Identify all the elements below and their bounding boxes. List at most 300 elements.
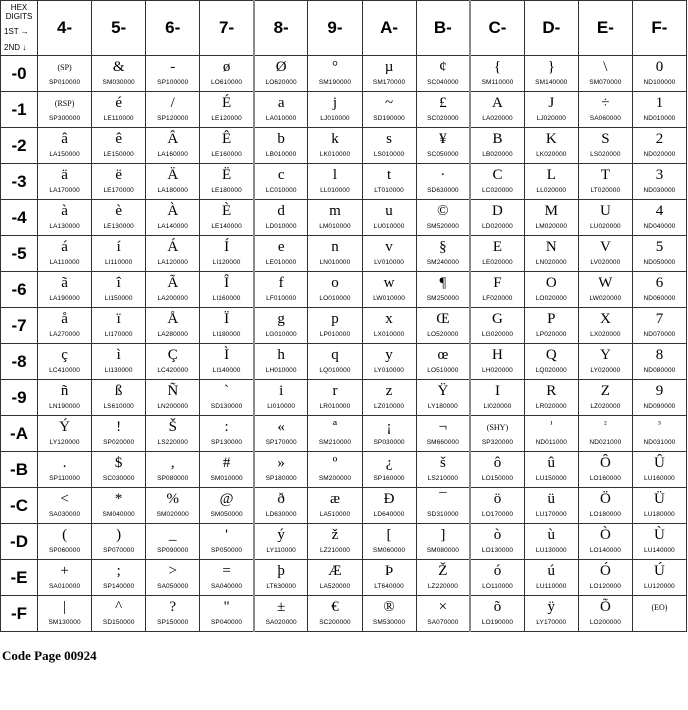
character-cell <box>146 200 200 236</box>
character-cell <box>632 308 686 344</box>
character-cell <box>38 524 92 560</box>
glyph-id: LA510000 <box>319 511 351 518</box>
character-glyph: , <box>170 455 175 471</box>
glyph-id: LT630000 <box>266 583 296 590</box>
table-row <box>1 344 687 380</box>
glyph-id: SM190000 <box>318 79 352 86</box>
table-row <box>1 164 687 200</box>
character-cell <box>524 200 578 236</box>
character-glyph: = <box>222 563 231 579</box>
table-row <box>1 416 687 452</box>
character-glyph: ¶ <box>439 275 447 291</box>
glyph-id: LA150000 <box>49 151 80 158</box>
glyph-id: LN010000 <box>319 259 351 266</box>
character-glyph: « <box>277 419 285 435</box>
glyph-id: LX020000 <box>590 331 621 338</box>
character-cell <box>146 524 200 560</box>
glyph-id: SM200000 <box>318 475 352 482</box>
character-cell <box>524 344 578 380</box>
character-glyph: ó <box>493 563 502 579</box>
column-header: C- <box>470 1 524 56</box>
character-glyph: a <box>277 95 285 111</box>
character-glyph: ð <box>277 491 285 507</box>
character-glyph: ÿ <box>547 599 556 615</box>
table-row <box>1 560 687 596</box>
glyph-id: LJ020000 <box>536 115 566 122</box>
row-header: -6 <box>1 272 38 308</box>
character-cell <box>254 92 308 128</box>
character-glyph: D <box>492 203 503 219</box>
character-cell <box>200 452 254 488</box>
character-cell <box>362 488 416 524</box>
glyph-id: LU120000 <box>644 583 675 590</box>
glyph-id: LQ010000 <box>319 367 351 374</box>
glyph-id: LV010000 <box>374 259 405 266</box>
character-glyph: ! <box>116 419 122 435</box>
character-cell <box>254 128 308 164</box>
character-glyph: Œ <box>436 311 450 327</box>
character-glyph: * <box>114 491 123 507</box>
character-cell <box>416 596 470 632</box>
character-glyph: Ä <box>167 167 179 183</box>
glyph-id: SM070000 <box>589 79 622 86</box>
character-glyph: Û <box>654 455 665 471</box>
character-glyph: Ÿ <box>437 383 449 399</box>
character-cell <box>308 200 362 236</box>
column-header-row <box>1 1 687 56</box>
glyph-id: LU160000 <box>644 475 675 482</box>
glyph-id: LO020000 <box>535 295 567 302</box>
character-glyph: U <box>599 203 611 219</box>
character-cell <box>632 344 686 380</box>
glyph-id: LD020000 <box>482 223 513 230</box>
character-cell <box>308 524 362 560</box>
character-glyph: ° <box>331 59 338 75</box>
character-cell <box>200 560 254 596</box>
glyph-id: LC410000 <box>49 367 80 374</box>
glyph-id: LD010000 <box>265 223 297 230</box>
character-glyph: K <box>545 131 557 147</box>
column-header: 9- <box>308 1 362 56</box>
character-glyph: e <box>277 239 285 255</box>
glyph-id: SC200000 <box>319 619 351 626</box>
table-row <box>1 92 687 128</box>
character-glyph: ~ <box>384 95 394 111</box>
glyph-id: LO150000 <box>481 475 514 482</box>
character-glyph: Â <box>167 131 179 147</box>
glyph-id: LA110000 <box>49 259 80 266</box>
character-glyph: 0 <box>655 59 664 75</box>
character-cell <box>416 164 470 200</box>
character-glyph: Í <box>224 239 230 255</box>
character-glyph: û <box>547 455 556 471</box>
glyph-id: LE170000 <box>103 187 134 194</box>
glyph-id: LA140000 <box>157 223 188 230</box>
character-glyph: i <box>279 383 284 399</box>
character-cell <box>92 452 146 488</box>
character-glyph: ¯ <box>439 491 447 507</box>
glyph-id: LE120000 <box>211 115 242 122</box>
character-glyph: X <box>599 311 611 327</box>
character-cell <box>416 452 470 488</box>
character-glyph: v <box>385 239 393 255</box>
character-cell <box>362 344 416 380</box>
glyph-id: SM030000 <box>102 79 135 86</box>
character-cell <box>524 128 578 164</box>
row-header: -C <box>1 488 38 524</box>
glyph-id: LO620000 <box>265 79 297 86</box>
glyph-id: SP060000 <box>49 547 81 554</box>
character-glyph: Ö <box>599 491 611 507</box>
row-header: -4 <box>1 200 38 236</box>
column-header: F- <box>632 1 686 56</box>
character-cell <box>92 416 146 452</box>
character-glyph: ô <box>493 455 502 471</box>
character-cell <box>362 236 416 272</box>
character-glyph: ž <box>331 527 339 543</box>
character-cell <box>578 236 632 272</box>
glyph-id: SP110000 <box>49 475 80 482</box>
glyph-id: LD630000 <box>265 511 297 518</box>
character-cell <box>470 236 524 272</box>
character-cell <box>524 416 578 452</box>
glyph-id: SM130000 <box>48 619 81 626</box>
glyph-id: LC020000 <box>482 187 513 194</box>
character-cell <box>470 128 524 164</box>
character-glyph: O <box>545 275 557 291</box>
character-cell <box>416 488 470 524</box>
glyph-id: LP020000 <box>536 331 567 338</box>
glyph-id: LY180000 <box>427 403 458 410</box>
character-glyph: µ <box>384 59 394 75</box>
glyph-id: LN190000 <box>49 403 80 410</box>
character-glyph: b <box>277 131 285 147</box>
character-cell <box>38 92 92 128</box>
character-cell <box>632 524 686 560</box>
character-cell <box>416 380 470 416</box>
character-glyph: õ <box>493 599 502 615</box>
glyph-id: LU180000 <box>644 511 675 518</box>
character-cell <box>578 416 632 452</box>
character-glyph: ¿ <box>385 455 393 471</box>
row-header: -3 <box>1 164 38 200</box>
character-glyph: È <box>221 203 232 219</box>
character-glyph: æ <box>329 491 340 507</box>
character-cell <box>362 452 416 488</box>
character-cell <box>632 92 686 128</box>
row-header: -D <box>1 524 38 560</box>
character-cell <box>524 308 578 344</box>
character-cell <box>254 164 308 200</box>
glyph-id: LM010000 <box>319 223 351 230</box>
character-cell <box>578 452 632 488</box>
glyph-id: SP170000 <box>265 439 297 446</box>
glyph-id: LA170000 <box>49 187 80 194</box>
glyph-id: LO520000 <box>427 331 459 338</box>
character-cell <box>146 272 200 308</box>
glyph-id: SA010000 <box>49 583 81 590</box>
row-header: -A <box>1 416 38 452</box>
character-cell <box>146 488 200 524</box>
character-glyph: ¡ <box>386 419 392 435</box>
character-cell <box>524 596 578 632</box>
character-cell <box>38 560 92 596</box>
row-header: -8 <box>1 344 38 380</box>
character-cell <box>470 416 524 452</box>
character-glyph: z <box>385 383 393 399</box>
glyph-id: SP040000 <box>210 619 243 626</box>
glyph-id: SP080000 <box>157 475 189 482</box>
character-cell <box>524 236 578 272</box>
glyph-id: LF010000 <box>266 295 297 302</box>
character-glyph: ñ <box>60 383 69 399</box>
character-glyph: è <box>115 203 122 219</box>
character-cell <box>308 308 362 344</box>
character-glyph: © <box>437 203 449 219</box>
glyph-id: LA020000 <box>482 115 513 122</box>
character-cell <box>632 164 686 200</box>
character-cell <box>578 380 632 416</box>
character-cell <box>308 560 362 596</box>
character-cell <box>38 200 92 236</box>
character-cell <box>200 596 254 632</box>
glyph-id: LW020000 <box>589 295 622 302</box>
glyph-id: LY170000 <box>536 619 567 626</box>
character-cell <box>362 128 416 164</box>
character-cell <box>38 308 92 344</box>
glyph-id: LI170000 <box>104 331 133 338</box>
glyph-id: LL010000 <box>320 187 350 194</box>
character-cell <box>92 524 146 560</box>
character-glyph: r <box>332 383 338 399</box>
character-cell <box>254 560 308 596</box>
first-digit-label: 1ST → <box>4 27 29 36</box>
glyph-id: SM240000 <box>426 259 459 266</box>
character-glyph: ÷ <box>601 95 610 111</box>
glyph-id: LK020000 <box>536 151 567 158</box>
glyph-id: LY110000 <box>266 547 296 554</box>
glyph-id: ND070000 <box>643 331 676 338</box>
row-header: -2 <box>1 128 38 164</box>
character-glyph: ² <box>604 419 607 429</box>
glyph-id: LU150000 <box>535 475 567 482</box>
character-glyph: Š <box>168 419 177 435</box>
column-header: B- <box>416 1 470 56</box>
glyph-id: SP020000 <box>103 439 135 446</box>
character-glyph: ç <box>61 347 68 363</box>
column-header: A- <box>362 1 416 56</box>
character-cell <box>578 596 632 632</box>
character-cell <box>92 560 146 596</box>
glyph-id: LU170000 <box>535 511 567 518</box>
character-glyph: Á <box>167 239 179 255</box>
character-glyph: š <box>439 455 446 471</box>
character-glyph: 4 <box>655 203 664 219</box>
character-glyph: d <box>277 203 285 219</box>
glyph-id: SP300000 <box>49 115 81 122</box>
character-glyph: N <box>545 239 557 255</box>
glyph-id: LB010000 <box>265 151 297 158</box>
character-glyph: (SP) <box>57 63 72 72</box>
table-row <box>1 200 687 236</box>
character-cell <box>92 272 146 308</box>
character-cell <box>200 92 254 128</box>
character-glyph: A <box>492 95 503 111</box>
character-cell <box>146 56 200 92</box>
glyph-id: LF020000 <box>482 295 513 302</box>
character-cell <box>578 56 632 92</box>
glyph-id: LY120000 <box>49 439 80 446</box>
character-cell <box>632 416 686 452</box>
character-glyph: W <box>598 275 613 291</box>
character-cell <box>470 200 524 236</box>
row-header: -7 <box>1 308 38 344</box>
character-glyph: k <box>331 131 339 147</box>
column-header: 7- <box>200 1 254 56</box>
character-cell <box>308 452 362 488</box>
character-glyph: w <box>383 275 395 291</box>
character-cell <box>146 344 200 380</box>
glyph-id: LQ020000 <box>535 367 567 374</box>
character-glyph: & <box>112 59 125 75</box>
corner-cell <box>1 1 38 56</box>
glyph-id: LE150000 <box>103 151 134 158</box>
character-cell <box>416 236 470 272</box>
character-glyph: ã <box>61 275 68 291</box>
character-glyph: É <box>221 95 232 111</box>
column-header: 6- <box>146 1 200 56</box>
glyph-id: LU130000 <box>535 547 567 554</box>
character-glyph: à <box>61 203 68 219</box>
character-cell <box>38 416 92 452</box>
glyph-id: ND060000 <box>643 295 676 302</box>
glyph-id: LA160000 <box>157 151 188 158</box>
character-cell <box>362 308 416 344</box>
row-header: -B <box>1 452 38 488</box>
column-header: D- <box>524 1 578 56</box>
character-cell <box>308 596 362 632</box>
character-cell <box>470 596 524 632</box>
character-glyph: é <box>115 95 122 111</box>
glyph-id: LT010000 <box>374 187 404 194</box>
character-cell <box>470 164 524 200</box>
character-glyph: ± <box>277 599 286 615</box>
character-glyph: (EO) <box>651 603 668 612</box>
character-cell <box>470 272 524 308</box>
glyph-id: LT020000 <box>590 187 621 194</box>
glyph-id: SP320000 <box>481 439 514 446</box>
character-cell <box>632 200 686 236</box>
character-glyph: ] <box>440 527 446 543</box>
character-cell <box>92 164 146 200</box>
character-cell <box>632 236 686 272</box>
character-glyph: ' <box>225 527 228 543</box>
character-glyph: 1 <box>655 95 664 111</box>
character-cell <box>416 56 470 92</box>
character-cell <box>632 596 686 632</box>
glyph-id: LA270000 <box>49 331 80 338</box>
glyph-id: LR010000 <box>319 403 351 410</box>
glyph-id: SM060000 <box>372 547 406 554</box>
character-cell <box>362 164 416 200</box>
character-glyph: F <box>493 275 502 291</box>
character-glyph: Ý <box>59 419 70 435</box>
glyph-id: ND040000 <box>643 223 676 230</box>
glyph-id: LU110000 <box>536 583 567 590</box>
glyph-id: LA200000 <box>157 295 188 302</box>
character-glyph: Ò <box>599 527 611 543</box>
character-glyph: (RSP) <box>54 99 75 108</box>
character-glyph: Ù <box>654 527 665 543</box>
glyph-id: LO010000 <box>319 295 351 302</box>
character-glyph: Þ <box>384 563 394 579</box>
character-glyph: y <box>385 347 393 363</box>
character-cell <box>524 92 578 128</box>
character-glyph: Å <box>167 311 179 327</box>
character-glyph: Đ <box>383 491 395 507</box>
glyph-id: SM250000 <box>426 295 459 302</box>
character-glyph: 5 <box>655 239 664 255</box>
glyph-id: SC050000 <box>427 151 459 158</box>
character-glyph: Ž <box>438 563 448 579</box>
glyph-id: LU020000 <box>589 223 621 230</box>
character-glyph: ? <box>169 599 177 615</box>
glyph-id: LE180000 <box>211 187 242 194</box>
character-cell <box>92 596 146 632</box>
character-glyph: Q <box>545 347 557 363</box>
character-cell <box>470 56 524 92</box>
glyph-id: LE160000 <box>211 151 242 158</box>
character-cell <box>632 380 686 416</box>
glyph-id: LA120000 <box>157 259 188 266</box>
glyph-id: LG010000 <box>265 331 297 338</box>
glyph-id: LJ010000 <box>320 115 350 122</box>
glyph-id: LY010000 <box>374 367 405 374</box>
character-cell <box>146 308 200 344</box>
character-cell <box>362 92 416 128</box>
character-glyph: » <box>277 455 285 471</box>
character-glyph: Ø <box>275 59 287 75</box>
glyph-id: LH010000 <box>265 367 297 374</box>
character-cell <box>308 344 362 380</box>
character-glyph: ¬ <box>438 419 448 435</box>
character-cell <box>38 272 92 308</box>
table-row <box>1 272 687 308</box>
character-cell <box>254 272 308 308</box>
table-row <box>1 488 687 524</box>
character-glyph: Ç <box>167 347 178 363</box>
character-glyph: ß <box>114 383 123 399</box>
character-glyph: > <box>168 563 177 579</box>
glyph-id: SD130000 <box>210 403 243 410</box>
character-glyph: î <box>116 275 121 291</box>
glyph-id: SD310000 <box>427 511 459 518</box>
character-cell <box>146 92 200 128</box>
character-cell <box>308 380 362 416</box>
glyph-id: ND030000 <box>643 187 676 194</box>
character-cell <box>254 308 308 344</box>
glyph-id: SA050000 <box>157 583 189 590</box>
glyph-id: LC420000 <box>157 367 189 374</box>
glyph-id: LI160000 <box>212 295 241 302</box>
character-glyph: £ <box>439 95 447 111</box>
character-glyph: 9 <box>655 383 664 399</box>
character-glyph: ü <box>547 491 556 507</box>
character-cell <box>632 560 686 596</box>
table-row <box>1 56 687 92</box>
character-glyph: ¹ <box>549 419 553 429</box>
glyph-id: LI120000 <box>212 259 241 266</box>
